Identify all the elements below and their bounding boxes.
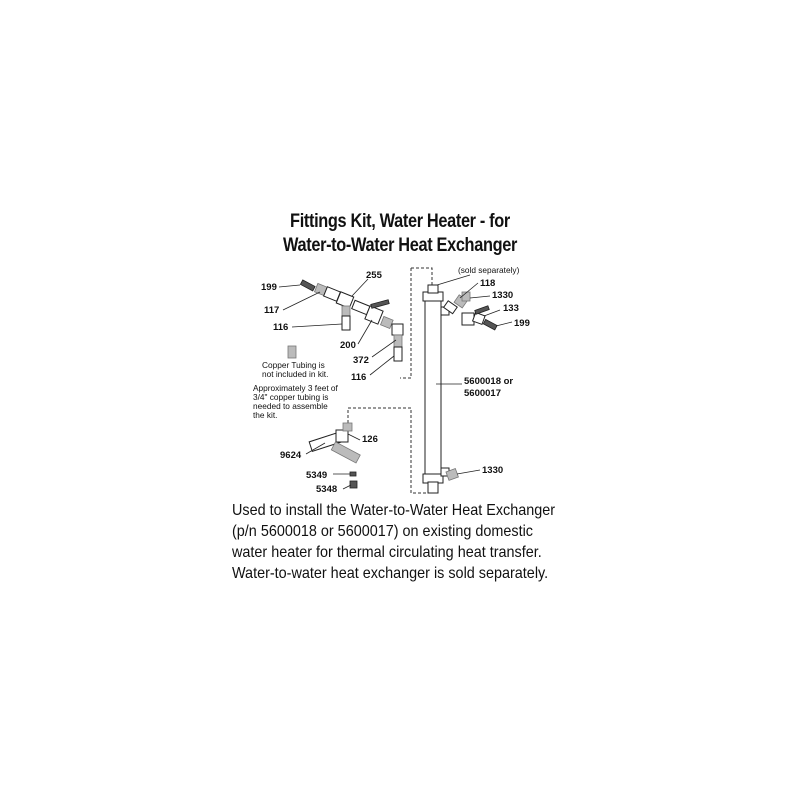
label-9624: 9624 [280, 450, 302, 461]
part-116-nipple-a [342, 306, 350, 316]
note-approx-2: 3/4" copper tubing is [253, 392, 329, 402]
label-116-b: 116 [351, 372, 367, 383]
leader-126 [348, 434, 360, 440]
heat-exchanger [423, 285, 449, 493]
label-126: 126 [362, 434, 378, 445]
leader-1330a [470, 296, 490, 298]
part-126-tee [336, 430, 348, 442]
note-copper-tubing-2: not included in kit. [262, 369, 329, 379]
heat-exchanger-bottom-nipple [428, 482, 438, 493]
label-118: 118 [480, 278, 496, 289]
diagram-title-line-1: Fittings Kit, Water Heater - for [290, 211, 510, 232]
part-5348-plug [350, 481, 357, 488]
note-copper-tubing-1: Copper Tubing is [262, 360, 325, 370]
label-117: 117 [264, 305, 280, 316]
part-372-elbow [392, 324, 403, 335]
copper-tubing-icon [288, 346, 296, 358]
label-116-a: 116 [273, 322, 289, 333]
label-5349: 5349 [306, 470, 328, 481]
leader-199a [279, 285, 300, 287]
description-line-2: (p/n 5600018 or 5600017) on existing domestic [232, 523, 534, 540]
leader-117 [283, 292, 320, 310]
dashed-guide-top [411, 268, 432, 285]
label-199-b: 199 [514, 318, 530, 329]
part-133-tee [462, 313, 474, 325]
leader-116b [370, 356, 394, 375]
label-heat-exchanger-pn-1: 5600018 or [464, 376, 514, 387]
part-116-coupling-b [394, 347, 402, 361]
leader-372 [372, 340, 396, 357]
label-1330-a: 1330 [492, 290, 514, 301]
label-1330-b: 1330 [482, 465, 504, 476]
part-126-nipple [343, 423, 352, 431]
label-372: 372 [353, 355, 369, 366]
leader-255 [352, 279, 368, 296]
label-255: 255 [366, 270, 382, 281]
leader-116a [292, 324, 342, 327]
label-sold-separately: (sold separately) [458, 265, 520, 275]
leader-200 [358, 320, 372, 344]
label-heat-exchanger-pn-2: 5600017 [464, 388, 501, 399]
description-line-4: Water-to-water heat exchanger is sold separately. [232, 565, 549, 582]
part-5349-washer [350, 472, 356, 476]
leader-sold-separately [437, 275, 470, 285]
description-line-3: water heater for thermal circulating heat transfer. [232, 544, 542, 561]
label-199-a: 199 [261, 282, 277, 293]
heat-exchanger-top-nipple [428, 285, 438, 293]
part-200-nipple [380, 316, 393, 328]
part-133-valve-handle [475, 306, 490, 315]
note-approx-4: the kit. [253, 410, 278, 420]
diagram-title-line-2: Water-to-Water Heat Exchanger [283, 235, 517, 256]
heat-exchanger-tube [425, 298, 441, 476]
label-200: 200 [340, 340, 356, 351]
part-199-drain-valve [300, 280, 315, 291]
part-199-drain-valve-b [483, 319, 497, 330]
leader-199b [496, 322, 512, 326]
part-116-coupling-a [342, 316, 350, 330]
label-5348: 5348 [316, 484, 338, 495]
part-255-valve-handle [371, 300, 389, 309]
description-line-1: Used to install the Water-to-Water Heat Exchanger [232, 502, 556, 519]
label-133: 133 [503, 303, 519, 314]
leader-1330b [457, 470, 480, 474]
note-approx-1: Approximately 3 feet of [253, 383, 338, 393]
dashed-guide-bottom [348, 408, 430, 493]
note-approx-3: needed to assemble [253, 401, 328, 411]
drain-valve-ghost [331, 442, 360, 463]
